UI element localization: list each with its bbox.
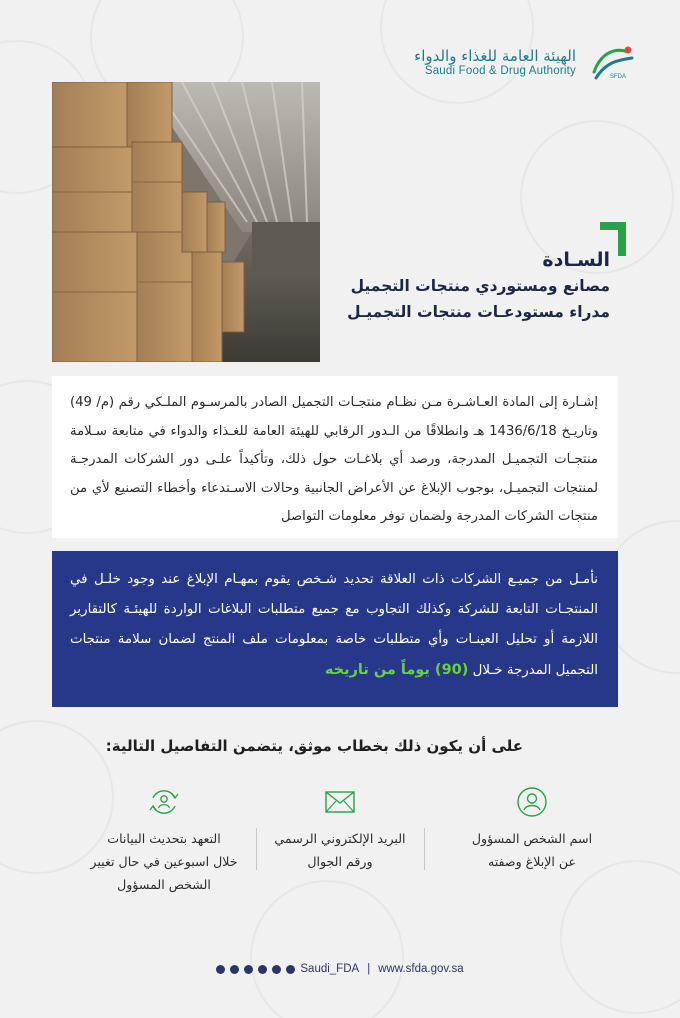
addressee-block	[347, 247, 610, 325]
detail-divider	[256, 828, 257, 870]
detail-1-line-2: عن الإبلاغ وصفته	[487, 854, 577, 869]
request-paragraph	[70, 565, 598, 686]
instagram-icon[interactable]	[258, 965, 267, 974]
intro-paragraph: إشـارة إلى المادة العـاشـرة مـن نظـام منتجـات التجميل الصادر بالمرسـوم الملـكي رقم (م/ 49) وتاريـخ 1436/6/18 هـ وانطلاقًا من الـدور الرقابي للهيئة العامة للغـذاء والدواء في متابعة سـلامة منتجـات التجميـل المدرجة، ورصد أي بلاغـات حول ذلك، وتأكيداً علـى دور الشركات المدرجـة لمنتجات التجميـل، بوجوب الإبلاغ عن الأعراض الجانبية وحالات الاسـتدعاء وأخطاء التصنيع لأي من منتجات الشركات المدرجة ولضمان توفر معلومات التواصل	[70, 395, 598, 525]
detail-2-line-2: ورقم الجوال	[307, 854, 373, 869]
intro-panel	[52, 376, 618, 538]
warehouse-photo	[52, 82, 320, 362]
x-icon[interactable]	[216, 965, 225, 974]
logo-arabic-name: الهيئة العامة للغذاء والدواء	[414, 47, 576, 65]
person-icon	[516, 786, 548, 818]
detail-3-line-2: خلال اسبوعين في حال تغيير	[90, 854, 238, 869]
footer	[0, 963, 680, 975]
detail-item-contact	[260, 785, 420, 873]
logo-english-name: Saudi Food & Drug Authority	[424, 65, 576, 77]
request-text: نأمـل من جميـع الشركات ذات العلاقة تحديد شـخص يقوم بمهـام الإبلاغ عند وجود خلـل في المنتجـات التابعة للشركة وكذلك التجاوب مع جميع متطلبات البلاغات الواردة للهيئـة كالتقارير اللازمة أو تحليل العينـات وأي متطلبات خاصة بمعلومات ملف المنتج لضمان سلامة منتجات التجميل المدرجة خـلال	[70, 572, 598, 678]
detail-item-responsible-person	[452, 785, 612, 873]
deadline-highlight: (90) يوماً من تاريخه	[324, 662, 469, 678]
detail-1-line-1: اسم الشخص المسؤول	[471, 831, 593, 846]
website-link[interactable]: www.sfda.gov.sa	[378, 963, 464, 975]
youtube-icon[interactable]	[286, 965, 295, 974]
social-handle[interactable]: Saudi_FDA	[300, 963, 360, 975]
facebook-icon[interactable]	[272, 965, 281, 974]
addressee-line-1: مصانع ومستوردي منتجات التجميل	[350, 277, 610, 295]
detail-item-update-commitment	[84, 785, 244, 896]
footer-separator: |	[367, 963, 371, 975]
salutation: السـادة	[542, 249, 610, 271]
snapchat-icon[interactable]	[244, 965, 253, 974]
detail-3-line-3: الشخص المسؤول	[117, 877, 211, 892]
envelope-icon	[325, 791, 355, 813]
sfda-logo	[414, 42, 636, 82]
request-panel	[52, 551, 618, 707]
linkedin-icon[interactable]	[230, 965, 239, 974]
person-refresh-icon	[148, 786, 180, 818]
details-title: على أن يكون ذلك بخطاب موثق، يتضمن التفاصيل التالية:	[105, 737, 523, 755]
detail-divider	[424, 828, 425, 870]
detail-2-line-1: البريد الإلكتروني الرسمي	[274, 831, 406, 846]
logo-tag: SFDA	[610, 74, 627, 80]
sfda-emblem-icon	[588, 42, 636, 82]
addressee-line-2: مدراء مستودعـات منتجات التجميـل	[347, 303, 610, 321]
detail-3-line-1: التعهد بتحديث البيانات	[107, 831, 221, 846]
